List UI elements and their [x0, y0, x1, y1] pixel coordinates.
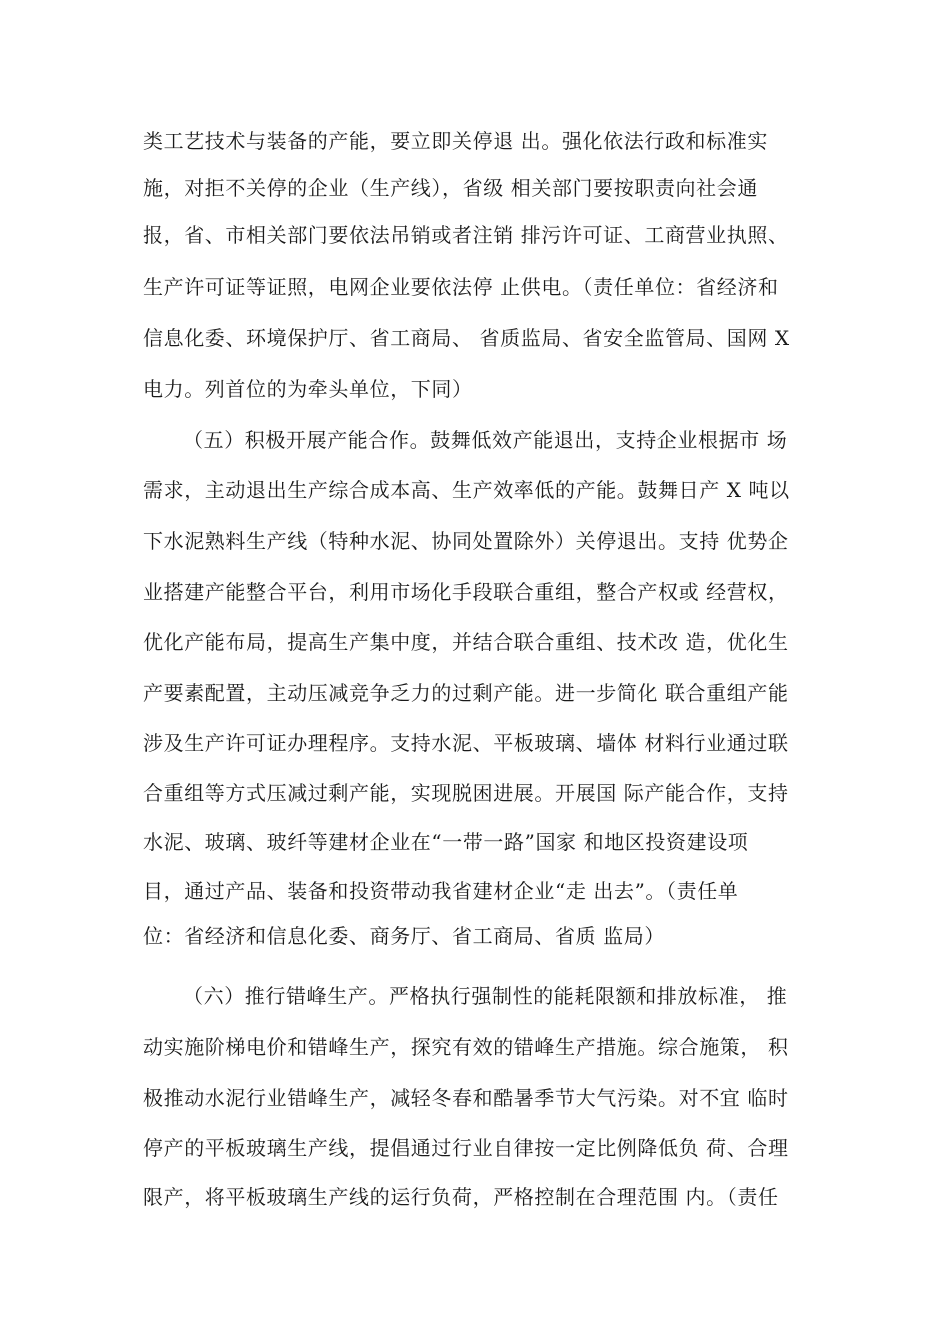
text-line: 合重组等方式压减过剩产能，实现脱困进展。开展国 际产能合作，支持: [143, 781, 789, 805]
text-line: 目，通过产品、装备和投资带动我省建材企业“走 出去”。（责任单: [143, 879, 739, 903]
text-line: 需求，主动退出生产综合成本高、生产效率低的产能。鼓舞日产 X 吨以: [143, 478, 790, 502]
paragraph-first-line: （六）推行错峰生产。严格执行强制性的能耗限额和排放标准， 推: [183, 984, 788, 1008]
text-line: 涉及生产许可证办理程序。支持水泥、平板玻璃、墙体 材料行业通过联: [143, 731, 789, 755]
text-line: 位：省经济和信息化委、商务厅、省工商局、省质 监局）: [143, 924, 665, 948]
text-line: 限产，将平板玻璃生产线的运行负荷，严格控制在合理范围 内。（责任: [143, 1185, 779, 1209]
text-line: 类工艺技术与装备的产能，要立即关停退 出。强化依法行政和标准实: [143, 129, 768, 153]
text-line: 下水泥熟料生产线（特种水泥、协同处置除外）关停退出。支持 优势企: [143, 529, 789, 553]
text-line: 停产的平板玻璃生产线，提倡通过行业自律按一定比例降低负 荷、合理: [143, 1136, 789, 1160]
paragraph-first-line: （五）积极开展产能合作。鼓舞低效产能退出，支持企业根据市 场: [183, 428, 788, 452]
text-line: 极推动水泥行业错峰生产，减轻冬春和酷暑季节大气污染。对不宜 临时: [143, 1086, 789, 1110]
text-line: 信息化委、环境保护厅、省工商局、 省质监局、省安全监管局、国网 X: [143, 326, 790, 350]
text-line: 优化产能布局，提高生产集中度，并结合联合重组、技术改 造，优化生: [143, 630, 789, 654]
text-line: 电力。列首位的为牵头单位，下同）: [143, 377, 473, 401]
text-line: 动实施阶梯电价和错峰生产，探究有效的错峰生产措施。综合施策， 积: [143, 1035, 789, 1059]
text-line: 报，省、市相关部门要依法吊销或者注销 排污许可证、工商营业执照、: [143, 223, 789, 247]
text-line: 产要素配置，主动压减竞争乏力的过剩产能。进一步简化 联合重组产能: [143, 681, 789, 705]
text-line: 业搭建产能整合平台，利用市场化手段联合重组，整合产权或 经营权，: [143, 580, 789, 604]
text-line: 施，对拒不关停的企业（生产线），省级 相关部门要按职责向社会通: [143, 176, 758, 200]
text-line: 水泥、玻璃、玻纤等建材企业在“一带一路”国家 和地区投资建设项: [143, 830, 749, 854]
text-line: 生产许可证等证照，电网企业要依法停 止供电。（责任单位：省经济和: [143, 275, 779, 299]
